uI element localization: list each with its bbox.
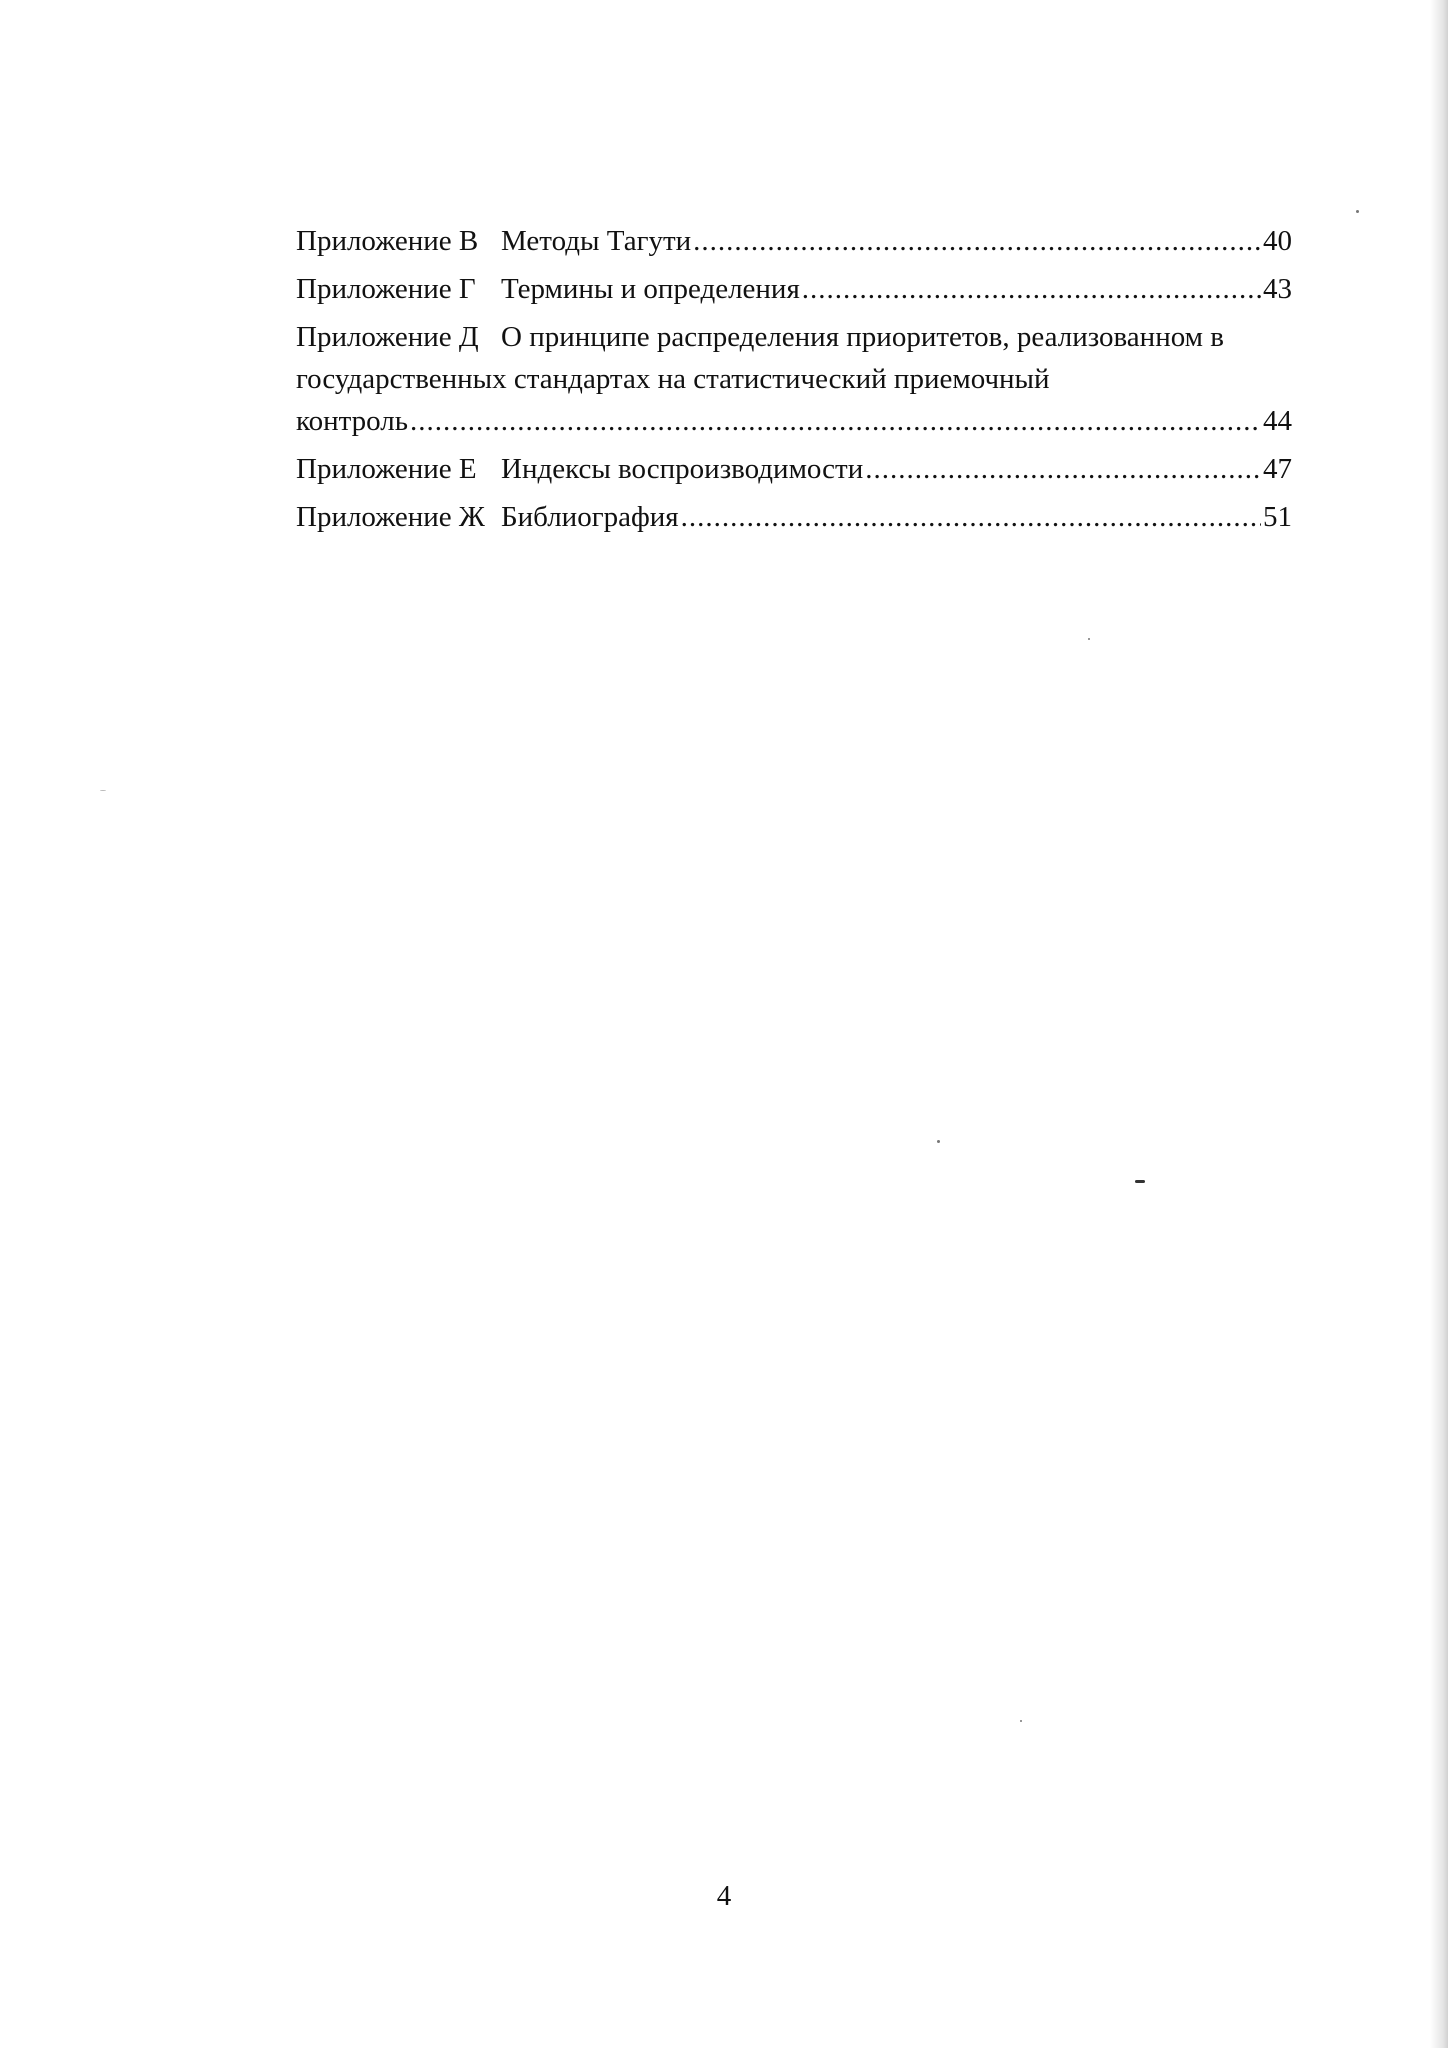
scan-speck xyxy=(1020,1720,1022,1722)
toc-entry-appendix-e[interactable] xyxy=(296,448,1292,490)
toc-entry-title: Библиография xyxy=(501,501,679,533)
scan-speck xyxy=(100,790,106,791)
table-of-contents xyxy=(296,220,1292,538)
toc-entry-appendix-zh[interactable] xyxy=(296,496,1292,538)
toc-entry-appendix-g[interactable] xyxy=(296,268,1292,310)
page-number: 4 xyxy=(716,1880,732,1912)
toc-dot-leader xyxy=(693,220,1261,262)
scan-speck xyxy=(1356,210,1359,213)
toc-entry-prefix: Приложение Ж xyxy=(296,501,485,533)
toc-dot-leader xyxy=(410,400,1261,442)
toc-entry-prefix: Приложение В xyxy=(296,225,479,257)
toc-entry-title: Методы Тагути xyxy=(501,225,692,257)
toc-entry-title-line1: О принципе распределения приоритетов, реализованном в xyxy=(501,321,1224,353)
toc-entry-page: 51 xyxy=(1263,501,1292,533)
scan-speck xyxy=(1135,1180,1145,1183)
toc-entry-appendix-d[interactable] xyxy=(296,316,1292,442)
toc-entry-page: 44 xyxy=(1263,405,1292,437)
toc-entry-prefix: Приложение Г xyxy=(296,273,476,305)
toc-entry-page: 40 xyxy=(1263,225,1292,257)
toc-entry-prefix: Приложение Д xyxy=(296,321,479,353)
toc-entry-title: Индексы воспроизводимости xyxy=(501,453,864,485)
toc-entry-prefix: Приложение Е xyxy=(296,453,477,485)
scan-speck xyxy=(1088,638,1090,640)
toc-entry-title-line2: государственных стандартах на статистический приемочный xyxy=(296,363,1050,395)
toc-entry-title-line3: контроль xyxy=(296,405,408,437)
toc-entry-page: 43 xyxy=(1263,273,1292,305)
scan-speck xyxy=(937,1140,940,1143)
toc-dot-leader xyxy=(802,268,1261,310)
toc-dot-leader xyxy=(681,496,1261,538)
toc-dot-leader xyxy=(865,448,1261,490)
toc-entry-page: 47 xyxy=(1263,453,1292,485)
toc-entry-title: Термины и определения xyxy=(501,273,800,305)
scan-edge-shadow xyxy=(1430,0,1448,2048)
toc-entry-appendix-v[interactable] xyxy=(296,220,1292,262)
